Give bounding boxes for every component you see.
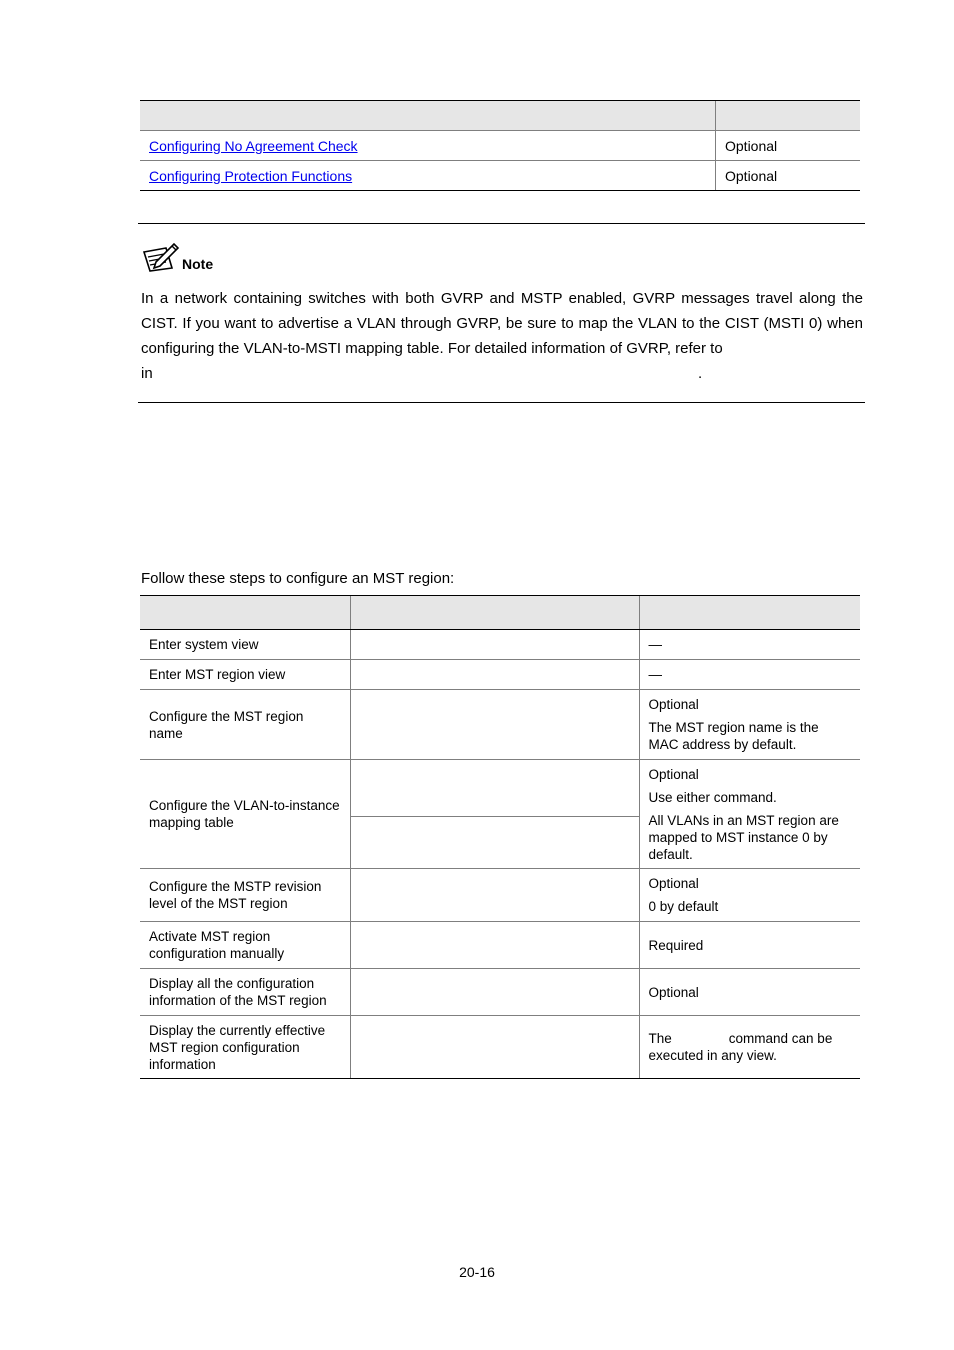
operation-cell: Enter system view — [140, 630, 350, 660]
command-header-cell — [350, 596, 639, 630]
remarks-cell — [639, 690, 860, 760]
remarks-cell — [639, 1016, 860, 1079]
remark-line: 0 by default — [648, 899, 719, 914]
remark-line: All VLANs in an MST region are mapped to MST instance 0 by default. — [648, 812, 839, 862]
table-row — [140, 630, 860, 660]
remark-lead: The — [648, 1031, 672, 1046]
note-body: In a network containing switches with both GVRP and MSTP enabled, GVRP messages travel along the CIST. If you want to advertise a VLAN through GVRP, be sure to map the VLAN to the CIST (MSTI 0) when configuring the VLAN-to-MSTI mapping table. For detailed information of GVRP, refer to — [141, 290, 863, 357]
intro-text: Follow these steps to configure an MST region: — [141, 570, 455, 587]
note-label: Note — [182, 256, 214, 272]
operation-cell: Enter MST region view — [140, 660, 350, 690]
remarks-cell: — — [639, 630, 860, 660]
command-cell — [350, 630, 639, 660]
remark-line: Optional — [648, 876, 699, 891]
operation-header-cell — [140, 596, 350, 630]
link-protection-functions[interactable]: Configuring Protection Functions — [149, 167, 353, 184]
note-top-rule — [138, 223, 865, 224]
task-table-header — [140, 101, 860, 131]
operation-cell: Configure the VLAN-to-instance mapping table — [140, 760, 350, 869]
mst-table-header — [140, 596, 860, 630]
note-pencil-icon — [142, 242, 180, 272]
remark-line: Optional — [648, 766, 699, 782]
remark-cell: Optional — [716, 161, 861, 191]
task-table — [140, 100, 860, 191]
table-row — [140, 161, 860, 191]
remarks-cell: Required — [639, 922, 860, 969]
command-cell — [350, 1016, 639, 1079]
remark-rest: command can be executed in any view. — [648, 1031, 833, 1063]
remarks-cell — [639, 869, 860, 922]
remark-header-cell — [716, 101, 861, 131]
operation-cell: Display the currently effective MST region configuration information — [140, 1016, 350, 1079]
note-text — [141, 286, 863, 361]
remarks-cell: — — [639, 660, 860, 690]
operation-cell: Activate MST region configuration manually — [140, 922, 350, 969]
remarks-cell: Optional — [639, 969, 860, 1016]
task-cell — [140, 161, 716, 191]
table-row — [140, 660, 860, 690]
remarks-header-cell — [639, 596, 860, 630]
command-cell — [350, 869, 639, 922]
table-row — [140, 969, 860, 1016]
command-cell — [350, 660, 639, 690]
command-cell — [350, 690, 639, 760]
table-row — [140, 690, 860, 760]
table-row — [140, 869, 860, 922]
task-cell — [140, 131, 716, 161]
remark-line — [649, 1030, 852, 1064]
remark-line: The MST region name is the MAC address by default. — [648, 720, 819, 752]
command-cell — [350, 922, 639, 969]
note-bottom-rule — [138, 402, 865, 403]
table-row — [140, 760, 860, 817]
command-cell — [350, 817, 639, 869]
link-no-agreement-check[interactable]: Configuring No Agreement Check — [149, 137, 358, 154]
table-row — [140, 1016, 860, 1079]
command-cell — [350, 760, 639, 817]
operation-cell: Configure the MSTP revision level of the MST region — [140, 869, 350, 922]
remark-line: Use either command. — [648, 789, 777, 805]
command-cell — [350, 969, 639, 1016]
operation-cell: Configure the MST region name — [140, 690, 350, 760]
table-row — [140, 922, 860, 969]
remarks-cell — [639, 760, 860, 869]
remark-line: Optional — [648, 697, 699, 712]
task-header-cell — [140, 101, 716, 131]
page-number: 20-16 — [459, 1264, 495, 1280]
note-tail — [141, 361, 863, 386]
operation-cell: Display all the configuration information of the MST region — [140, 969, 350, 1016]
remark-cell: Optional — [716, 131, 861, 161]
mst-region-table — [140, 595, 860, 1079]
note-tail-start: in — [141, 365, 153, 382]
table-row — [140, 131, 860, 161]
note-tail-end: . — [698, 365, 703, 382]
